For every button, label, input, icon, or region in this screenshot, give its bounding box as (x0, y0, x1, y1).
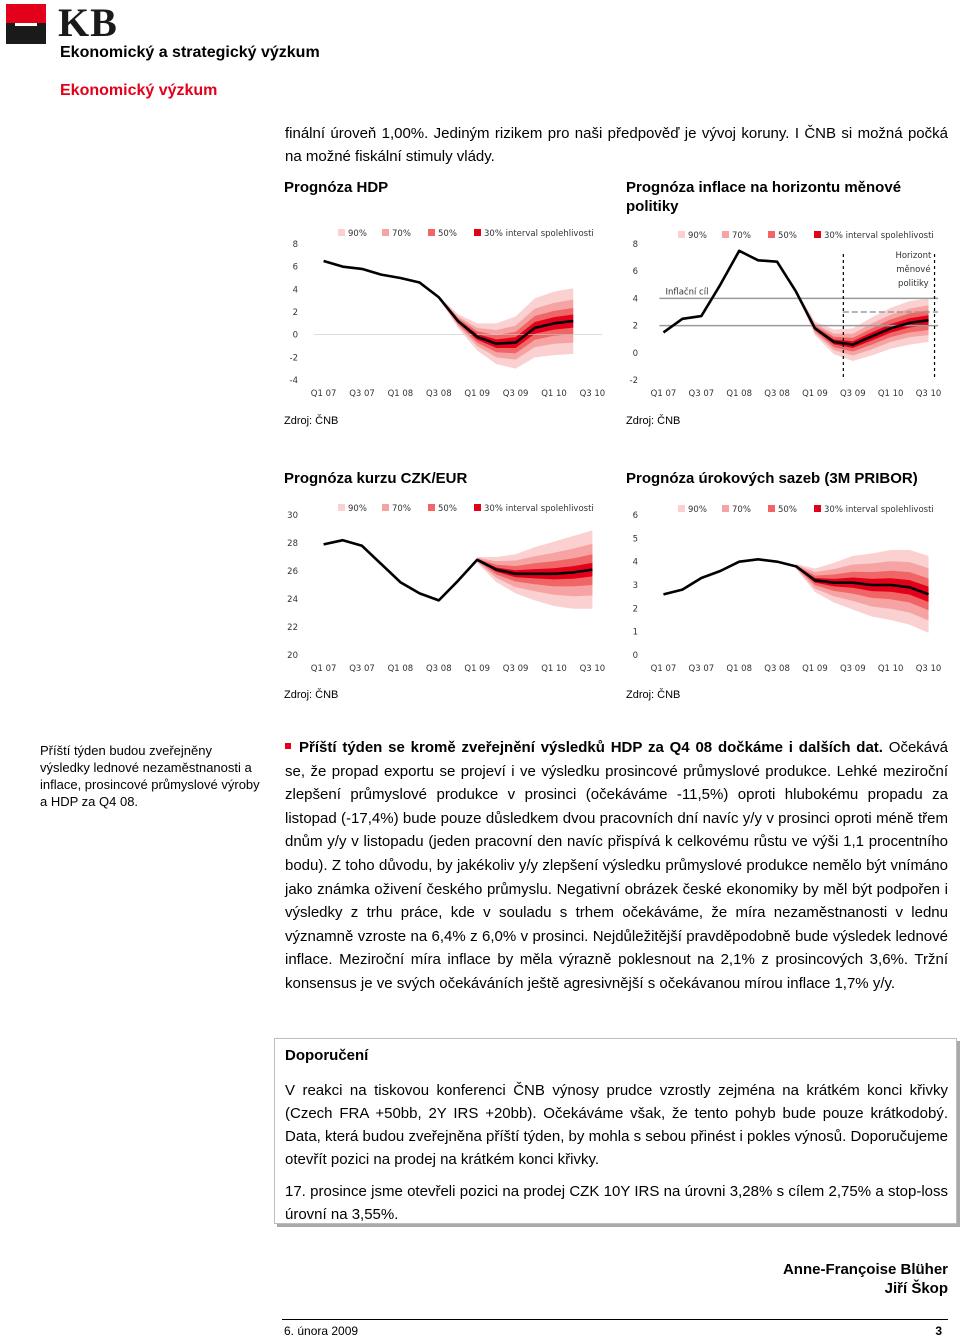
legend-swatch (722, 231, 729, 238)
chart-czk (284, 497, 604, 679)
kb-logo-mark (6, 4, 46, 44)
legend-swatch (382, 504, 389, 511)
y-tick-label: 4 (632, 294, 638, 305)
chart-title-inflace: Prognóza inflace na horizontu měnové politiky (626, 179, 902, 215)
y-tick-label: 0 (632, 348, 638, 359)
legend-swatch (428, 229, 435, 236)
x-tick-label: Q3 10 (915, 664, 942, 674)
chart-title-pribor: Prognóza úrokových sazeb (3M PRIBOR) (626, 470, 918, 487)
recommendation-paragraph-2: 17. prosince jsme otevřeli pozici na prodej CZK 10Y IRS na úrovni 3,28% s cílem 2,75% a stop-loss úrovní na 3,55%. (285, 1183, 948, 1223)
y-tick-label: 30 (287, 511, 298, 521)
legend-swatch (814, 231, 821, 238)
x-tick-label: Q3 10 (915, 389, 942, 399)
x-tick-label: Q3 09 (502, 389, 529, 399)
legend-swatch (338, 229, 345, 236)
chart-inflace (626, 222, 942, 407)
legend-label: 50% (778, 231, 797, 241)
article (285, 736, 948, 996)
legend-label: 30% interval spolehlivosti (484, 504, 594, 514)
sidebar-note: Příští týden budou zveřejněny výsledky lednové nezaměstnanosti a inflace, prosincové průmyslové výroby a HDP za Q4 08. (40, 743, 260, 809)
x-tick-label: Q1 07 (310, 389, 337, 399)
y-tick-label: 6 (292, 262, 298, 273)
x-tick-label: Q3 09 (502, 664, 529, 674)
author-1: Anne-Françoise Blüher (782, 1261, 948, 1278)
legend-label: 70% (392, 229, 411, 239)
y-tick-label: -2 (289, 353, 298, 364)
x-tick-label: Q1 07 (650, 389, 677, 399)
x-tick-label: Q1 08 (726, 389, 753, 399)
y-tick-label: 3 (632, 581, 638, 591)
horizon-label: politiky (898, 279, 929, 289)
x-tick-label: Q1 07 (650, 664, 677, 674)
footer-date: 6. února 2009 (284, 1324, 359, 1338)
legend-swatch (428, 504, 435, 511)
legend-swatch (474, 229, 481, 236)
legend-label: 30% interval spolehlivosti (484, 229, 594, 239)
y-tick-label: 20 (287, 651, 298, 661)
legend-swatch (768, 505, 775, 512)
legend-label: 90% (688, 505, 707, 515)
legend-label: 70% (392, 504, 411, 514)
y-tick-label: 0 (292, 330, 298, 341)
x-tick-label: Q3 08 (425, 664, 452, 674)
legend-label: 90% (348, 229, 367, 239)
page-number: 3 (935, 1324, 942, 1338)
y-tick-label: 22 (287, 623, 298, 633)
x-tick-label: Q3 08 (425, 389, 452, 399)
kb-logo (6, 0, 118, 45)
y-tick-label: 2 (632, 321, 638, 332)
legend-label: 70% (732, 231, 751, 241)
x-tick-label: Q1 09 (464, 664, 491, 674)
x-tick-label: Q1 07 (310, 664, 337, 674)
x-tick-label: Q1 09 (802, 389, 828, 399)
legend-swatch (678, 505, 685, 512)
source-hdp: Zdroj: ČNB (284, 415, 339, 427)
x-tick-label: Q3 10 (579, 389, 606, 399)
intro-paragraph: finální úroveň 1,00%. Jediným rizikem pro naši předpověď je vývoj koruny. I ČNB si možná počká na možné fiskální stimuly vlády. (285, 125, 948, 165)
chart-title-czk: Prognóza kurzu CZK/EUR (284, 470, 468, 487)
y-tick-label: 24 (287, 595, 298, 605)
source-inflace: Zdroj: ČNB (626, 415, 681, 427)
author-2: Jiří Škop (884, 1280, 948, 1297)
y-tick-label: 28 (287, 539, 298, 549)
recommendation-paragraph-1: V reakci na tiskovou konferenci ČNB výnosy prudce vzrostly zejména na krátkém konci křivky (Czech FRA +50bb, 2Y IRS +20bb). Očekáváme však, že tento pohyb bude pouze krátkodobý. Data, která budou zveřejněna příští týden, by mohla s sebou přinést i pokles výnosů. Doporučujeme otevřít pozici na prodej na krátkém konci křivky. (285, 1082, 948, 1168)
legend-label: 50% (438, 504, 457, 514)
x-tick-label: Q1 08 (387, 389, 414, 399)
y-tick-label: 2 (292, 308, 298, 318)
y-tick-label: 5 (632, 534, 638, 545)
article-body: Očekává se, že propad exportu se projeví i ve výsledku prosincové průmyslové produkce. Lehké meziroční zlepšení průmyslové produkce v prosinci (očekáváme -11,5%) oproti hlubokému propadu za listopad (-17,4%) bude pouze důsledkem dvou pracovních dní navíc y/y v prosinci oproti méně třem dnům y/y v listopadu (jeden pracovní den navíc přispívá k celkovému růstu ve výši 1,1 procentního bodu). Z toho důvodu, by jakékoliv y/y zlepšení výsledku průmyslové produkce nemělo být vnímáno jako známka oživení českého průmyslu. Negativní obrázek české ekonomiky by měl být podpořen i výsledky z trhu práce, kde v souladu s trhem očekáváme, že míra nezaměstnanosti v lednu významně vzroste na 6,4% z 6,0% v prosinci. Nejdůležitější pravděpodobně bude výsledek lednové inflace. Meziroční míra inflace by měla výrazně poklesnout na 2,1% z prosincových 3,6%. Tržní konsensus je ve svých očekáváních ještě agresivnější s očekávanou mírou inflace 1,7% y/y. (285, 739, 948, 992)
legend-swatch (338, 504, 345, 511)
legend-swatch (382, 229, 389, 236)
x-tick-label: Q3 09 (839, 389, 866, 399)
department-title: Ekonomický a strategický výzkum (60, 44, 320, 61)
horizon-label: Horizont (895, 251, 932, 261)
y-tick-label: -2 (629, 376, 638, 386)
y-tick-label: 8 (292, 240, 298, 250)
legend-label: 30% interval spolehlivosti (824, 505, 934, 515)
bullet-icon (285, 743, 291, 749)
legend-swatch (814, 505, 821, 512)
x-tick-label: Q3 08 (764, 664, 790, 674)
x-tick-label: Q3 08 (764, 389, 790, 399)
footer-divider (282, 1319, 948, 1320)
legend-label: 90% (348, 504, 367, 514)
x-tick-label: Q1 09 (464, 389, 491, 399)
x-tick-label: Q3 07 (349, 389, 375, 399)
chart-hdp (284, 222, 604, 407)
y-tick-label: 1 (632, 627, 638, 638)
legend-label: 90% (688, 231, 707, 241)
source-czk: Zdroj: ČNB (284, 689, 339, 701)
legend-label: 30% interval spolehlivosti (824, 231, 934, 241)
legend-label: 70% (732, 505, 751, 515)
legend-label: 50% (438, 229, 457, 239)
x-tick-label: Q3 10 (579, 664, 606, 674)
legend-swatch (768, 231, 775, 238)
x-tick-label: Q1 10 (877, 389, 904, 399)
y-tick-label: 8 (632, 240, 638, 250)
x-tick-label: Q1 08 (387, 664, 414, 674)
x-tick-label: Q1 10 (541, 664, 567, 674)
x-tick-label: Q1 08 (726, 664, 753, 674)
y-tick-label: 2 (632, 604, 638, 615)
x-tick-label: Q1 10 (541, 389, 567, 399)
x-tick-label: Q1 10 (877, 664, 904, 674)
horizon-label: měnové (896, 265, 931, 275)
recommendation-title: Doporučení (285, 1047, 369, 1064)
y-tick-label: 6 (632, 511, 638, 521)
section-title: Ekonomický výzkum (60, 82, 218, 99)
recommendation-box (274, 1038, 957, 1224)
legend-swatch (474, 504, 481, 511)
y-tick-label: 4 (632, 557, 638, 568)
x-tick-label: Q3 07 (688, 389, 715, 399)
x-tick-label: Q1 09 (802, 664, 828, 674)
y-tick-label: 26 (287, 567, 298, 577)
y-tick-label: 0 (632, 651, 638, 661)
article-lead: Příští týden se kromě zveřejnění výsledků HDP za Q4 08 dočkáme i dalších dat. (299, 739, 883, 756)
legend-swatch (678, 231, 685, 238)
x-tick-label: Q3 07 (349, 664, 375, 674)
x-tick-label: Q3 09 (839, 664, 866, 674)
x-tick-label: Q3 07 (688, 664, 715, 674)
legend-label: 50% (778, 505, 797, 515)
chart-title-hdp: Prognóza HDP (284, 179, 389, 196)
y-tick-label: 4 (292, 285, 298, 296)
chart-pribor (626, 497, 942, 679)
legend-swatch (722, 505, 729, 512)
y-tick-label: 6 (632, 267, 638, 278)
kb-logo-text: KB (58, 0, 118, 45)
target-label: Inflační cíl (665, 287, 709, 298)
y-tick-label: -4 (289, 376, 298, 386)
source-pribor: Zdroj: ČNB (626, 689, 681, 701)
